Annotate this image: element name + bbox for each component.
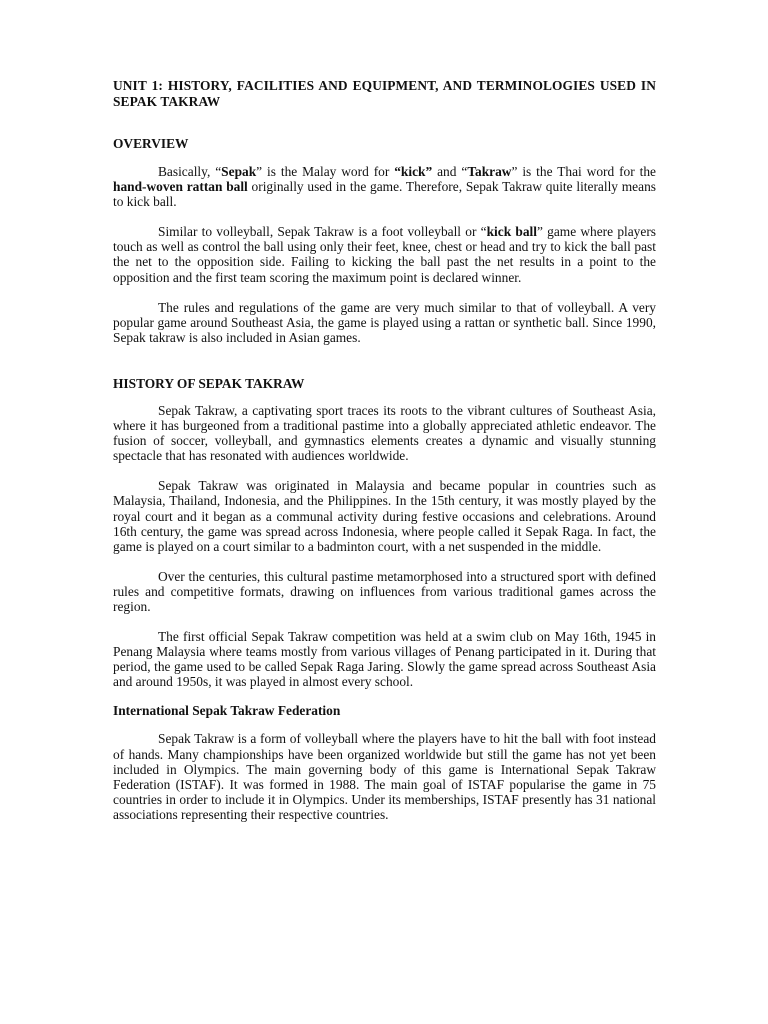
bold-term-kick-ball: kick ball [486,224,537,240]
history-paragraph-4: The first official Sepak Takraw competition was held at a swim club on May 16th, 1945 in Penang Malaysia where teams mostly from various villages of Penang participated in it. During that period, the game used to be called Sepak Raga Jaring. Slowly the game spread across Southeast Asia and around 1950s, it was played in almost every school. [113,629,656,690]
text-run: Similar to volleyball, Sepak Takraw is a foot volleyball or “ [158,224,487,240]
history-paragraph-2: Sepak Takraw was originated in Malaysia and became popular in countries such as Malaysia, Thailand, Indonesia, and the Philippines. In the 15th century, it was mostly played by the royal court and it began as a communal activity during festive occasions and celebrations. Around 16th century, the game was spread across Indonesia, where people called it Sepak Raga. In fact, the game is played on a court similar to a badminton court, with a net suspended in the middle. [113,478,656,554]
overview-paragraph-3: The rules and regulations of the game are very much similar to that of volleyball. A very popular game around Southeast Asia, the game is played using a rattan or synthetic ball. Since 1990, Sepak takraw is also included in Asian games. [113,299,656,345]
bold-term-takraw: Takraw [467,164,512,179]
bold-term-rattan-ball: hand-woven rattan ball [113,179,248,195]
history-heading: HISTORY OF SEPAK TAKRAW [113,375,305,391]
text-run: Basically, “ [158,164,222,179]
bold-term-sepak: Sepak [221,164,257,179]
text-run: ” is the Malay word for [256,164,395,179]
bold-term-kick: “kick” [394,164,433,179]
istaf-paragraph-1: Sepak Takraw is a form of volleyball where the players have to hit the ball with foot instead of hands. Many championships have been organized worldwide but still the game has not yet been included in Olympics. The main governing body of this game is International Sepak Takraw Federation (ISTAF). It was formed in 1988. The main goal of ISTAF popularise the game in 75 countries in order to include it in Olympics. Under its memberships, ISTAF presently has 31 national associations representing their respective countries. [113,731,656,822]
history-paragraph-3: Over the centuries, this cultural pastime metamorphosed into a structured sport with defined rules and competitive formats, drawing on influences from various traditional games across the region. [113,568,656,614]
unit-title: UNIT 1: HISTORY, FACILITIES AND EQUIPMENT, AND TERMINOLOGIES USED IN SEPAK TAKRAW [113,78,656,109]
text-run: ” game where players touch as well as control the ball using only their feet, knee, chest or head and try to kick the ball past the net to the opposition side. Failing to kicking the ball past the net results in a point to the opposition and the first team scoring the maximum point is declared winner. [113,224,656,285]
overview-paragraph-2 [113,224,656,284]
text-run: ” is the Thai word for the [511,164,656,179]
overview-heading: OVERVIEW [113,136,189,151]
overview-paragraph-1 [113,164,656,209]
text-run: originally used in the game. Therefore, Sepak Takraw quite literally means to kick ball. [113,179,656,210]
history-paragraph-1: Sepak Takraw, a captivating sport traces its roots to the vibrant cultures of Southeast Asia, where it has burgeoned from a traditional pastime into a globally appreciated athletic endeavor. The fusion of soccer, volleyball, and gymnastics elements creates a dynamic and visually stunning spectacle that has resonated with audiences worldwide. [113,402,656,464]
document-page [113,78,656,822]
text-run: and “ [432,164,468,179]
istaf-heading: International Sepak Takraw Federation [113,703,341,719]
